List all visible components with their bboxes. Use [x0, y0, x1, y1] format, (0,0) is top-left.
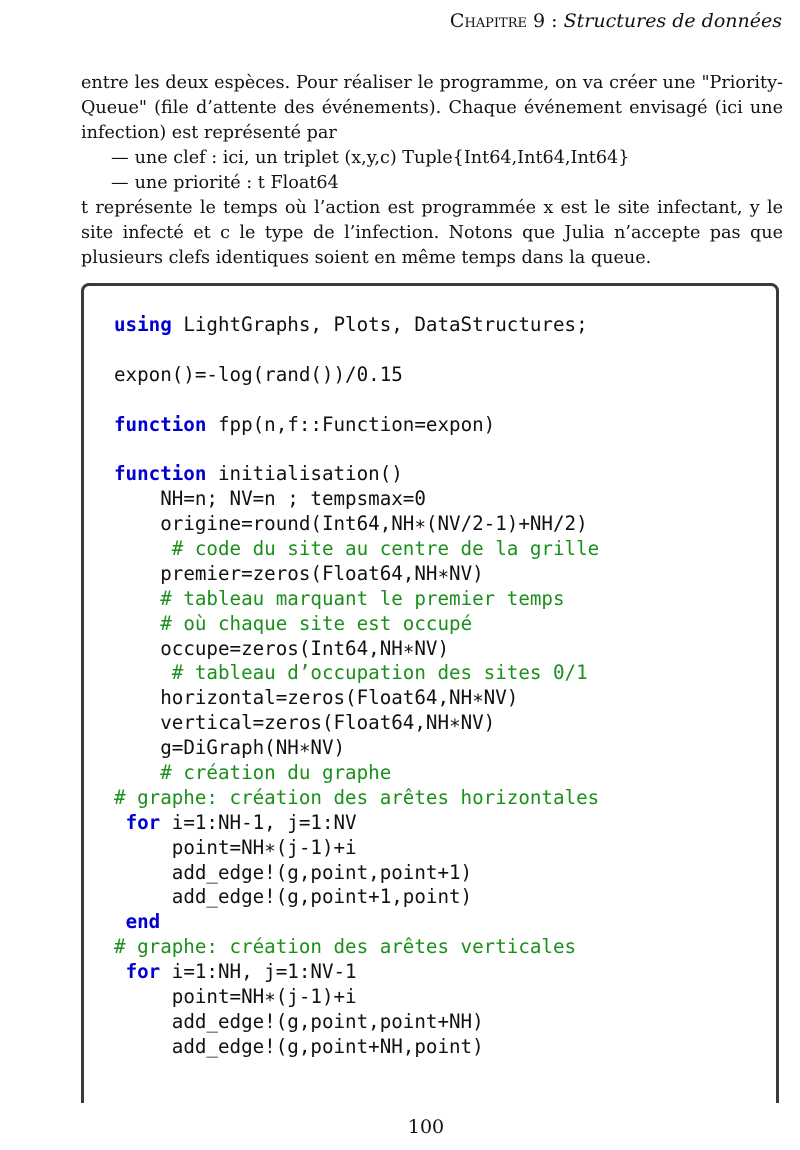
code-comment: # code du site au centre de la grille [171, 537, 600, 561]
code-text: g=DiGraph(NH∗NV) [160, 736, 346, 760]
code-line [114, 363, 599, 388]
code-line [114, 761, 599, 786]
code-line [114, 935, 599, 960]
code-line [114, 960, 599, 985]
paragraph-explanation: t représente le temps où l’action est programmée x est le site infectant, y le site infecté et c le type de l’infection. Notons que Julia n’accepte pas que plusieurs clefs identiques soient en même temps dans la queue. [81, 198, 783, 268]
bullet-text: une clef : ici, un triplet (x,y,c) Tuple{Int64,Int64,Int64} [134, 148, 630, 168]
code-line [114, 587, 599, 612]
code-text: point=NH∗(j-1)+i [171, 835, 357, 859]
code-comment: # tableau marquant le premier temps [160, 586, 565, 610]
code-line [114, 388, 599, 413]
chapter-label: Chapitre 9 [449, 10, 546, 32]
code-indent [114, 811, 126, 834]
code-text: NH=n; NV=n ; tempsmax=0 [160, 487, 426, 511]
code-indent [114, 910, 126, 933]
code-keyword: function [114, 462, 207, 486]
code-line [114, 562, 599, 587]
section-title: Structures de données [563, 10, 782, 32]
code-line [114, 1010, 599, 1035]
code-keyword: using [114, 313, 172, 336]
code-line [114, 836, 599, 861]
code-text: vertical=zeros(Float64,NH∗NV) [160, 711, 496, 735]
code-text: initialisation() [206, 462, 403, 486]
code-line [114, 512, 599, 537]
bullet-list [81, 146, 783, 196]
code-comment: # graphe: création des arêtes horizontales [114, 785, 600, 809]
code-indent [114, 537, 172, 560]
code-indent [114, 512, 160, 535]
body-text [81, 71, 783, 271]
code-text: expon()=-log(rand())/0.15 [114, 362, 403, 386]
code-indent [114, 985, 172, 1008]
code-text: fpp(n,f::Function=expon) [206, 412, 496, 436]
code-line [114, 1035, 599, 1060]
code-keyword: for [125, 810, 161, 834]
paragraph-intro: entre les deux espèces. Pour réaliser le programme, on va créer une "Priority-Queue" (file d’attente des événements). Chaque événement envisagé (ici une infection) est représenté par [81, 73, 783, 143]
code-text: add_edge!(g,point+1,point) [171, 885, 473, 909]
code-line [114, 910, 599, 935]
code-line [114, 313, 599, 338]
code-line [114, 413, 599, 438]
code-line [114, 437, 599, 462]
code-indent [114, 686, 160, 709]
code-comment: # tableau d’occupation des sites 0/1 [171, 661, 588, 685]
code-indent [114, 761, 160, 784]
code-text: add_edge!(g,point+NH,point) [171, 1034, 484, 1058]
running-header [450, 10, 782, 32]
code-text: premier=zeros(Float64,NH∗NV) [160, 561, 484, 585]
code-text: point=NH∗(j-1)+i [171, 985, 357, 1009]
code-line [114, 885, 599, 910]
code-indent [114, 836, 172, 859]
code-line [114, 985, 599, 1010]
code-text: LightGraphs, Plots, DataStructures; [171, 313, 588, 336]
code-listing [114, 313, 599, 1060]
code-comment: # graphe: création des arêtes verticales [114, 935, 577, 959]
code-keyword: for [125, 960, 161, 984]
code-indent [114, 960, 126, 983]
code-text: add_edge!(g,point,point+NH) [171, 1009, 484, 1033]
code-indent [114, 885, 172, 908]
code-line [114, 711, 599, 736]
code-indent [114, 861, 172, 884]
code-line [114, 686, 599, 711]
bullet-item-key [81, 146, 783, 171]
code-comment: # création du graphe [160, 761, 392, 785]
code-line [114, 786, 599, 811]
code-text: add_edge!(g,point,point+1) [171, 860, 473, 884]
code-indent [114, 736, 160, 759]
code-text: occupe=zeros(Int64,NH∗NV) [160, 636, 450, 660]
code-listing-box [81, 283, 779, 1103]
code-line [114, 637, 599, 662]
code-indent [114, 637, 160, 660]
code-indent [114, 487, 160, 510]
bullet-item-priority [81, 171, 783, 196]
code-indent [114, 1035, 172, 1058]
code-line [114, 487, 599, 512]
code-indent [114, 562, 160, 585]
code-text: i=1:NH, j=1:NV-1 [160, 960, 357, 984]
code-line [114, 537, 599, 562]
code-indent [114, 612, 160, 635]
code-indent [114, 711, 160, 734]
code-line [114, 462, 599, 487]
code-keyword: end [125, 910, 161, 934]
code-keyword: function [114, 412, 207, 436]
bullet-text: une priorité : t Float64 [134, 173, 339, 193]
header-separator: : [545, 10, 564, 32]
bullet-dash: — [111, 173, 129, 193]
code-line [114, 338, 599, 363]
code-indent [114, 587, 160, 610]
code-line [114, 661, 599, 686]
code-line [114, 861, 599, 886]
code-line [114, 736, 599, 761]
page-number: 100 [407, 1116, 445, 1138]
bullet-dash: — [111, 148, 129, 168]
code-indent [114, 661, 172, 684]
code-line [114, 811, 599, 836]
code-text: i=1:NH-1, j=1:NV [160, 810, 357, 834]
code-comment: # où chaque site est occupé [160, 611, 473, 635]
code-indent [114, 1010, 172, 1033]
code-line [114, 612, 599, 637]
code-text: horizontal=zeros(Float64,NH∗NV) [160, 686, 519, 710]
code-text: origine=round(Int64,NH∗(NV/2-1)+NH/2) [160, 512, 588, 536]
